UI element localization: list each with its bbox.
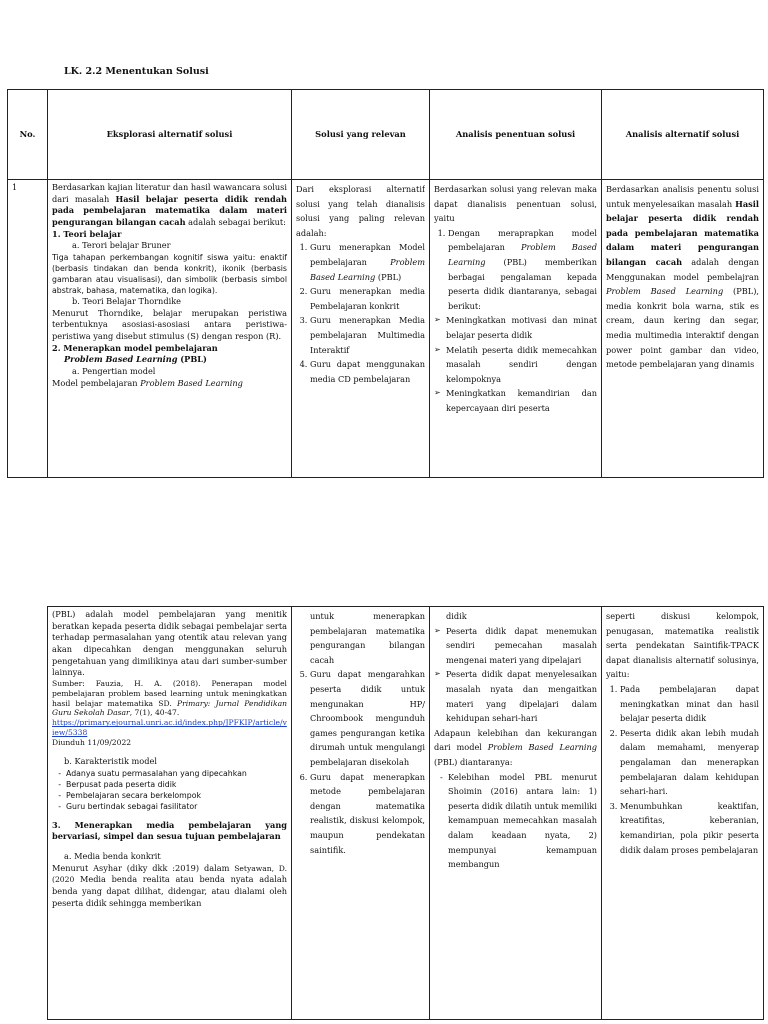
list-item: 4. Guru dapat menggunakan media CD pembelajaran [310,357,425,386]
header-analisis-alternatif: Analisis alternatif solusi [602,90,764,180]
cell-solusi-top [292,180,430,478]
cell-eksplorasi-bottom [48,607,292,1020]
list-item: 1. Pada pembelajaran dapat meningkatkan minat dan hasil belajar peserta didik [620,682,759,726]
col1-intro: Berdasarkan kajian literatur dan hasil wawancara solusi dari masalah Hasil belajar peserta didik rendah pada pembelajaran matematika dalam materi pengurangan bilangan cacah adalah sebagai berikut: [52,182,287,227]
col1-heading-media: 3. Menerapkan media pembelajaran yang bervariasi, simpel dan sesua tujuan pembelajaran [52,819,287,842]
col3-list [434,226,597,314]
list-item: - Adanya suatu permasalahan yang dipecahkan [66,768,287,779]
col1-heading-pbl: 2. Menerapkan model pembelajaran Problem Based Learning (PBL) [52,342,218,365]
header-eksplorasi: Eksplorasi alternatif solusi [48,90,292,180]
list-item: ➢ Peserta didik dapat menemukan sendiri pemecahan masalah mengenai materi yang dipelajari [434,624,597,668]
col1-sub-thorndike: b. Teori Belajar Thorndike [72,296,181,307]
page-title: LK. 2.2 Menentukan Solusi [64,66,209,77]
table-row [48,607,764,1020]
col4-continued: seperti diskusi kelompok, penugasan, matematika realistik serta pendekatan Saintifik-TPACK dapat dianalisis alternatif solusinya, yaitu: [606,611,759,680]
col1-bruner-text: Tiga tahapan perkembangan kognitif siswa yaitu: enaktif (berbasis tindakan dan benda konkrit), ikonik (berbasis gambaran atau visualisasi), dan simbolik (berbasis simbol abstrak, bahasa, matematika, dan logika). [52,252,287,296]
row-number [8,180,48,478]
col2-intro: Dari eksplorasi alternatif solusi yang telah dianalisis solusi yang paling relevan adalah: [296,184,425,238]
col2-list-continued [296,667,425,857]
list-item: 2. Peserta didik akan lebih mudah dalam memahami, menyerap pengalaman dan menerapkan pembelajaran dalam kehidupan sehari-hari. [620,726,759,799]
col1-thorndike-text: Menurut Thorndike, belajar merupakan peristiwa terbentuknya asosiasi-asosiasi antara peristiwa-peristiwa yang disebut stimulus (S) dengan respon (R). [52,307,287,342]
list-item: 6. Guru dapat menerapkan metode pembelajaran dengan matematika realistik, diskusi kelompok, maupun pendekatan saintifik. [310,770,425,858]
col1-karakteristik-list [52,768,287,812]
solution-table-part-2 [47,606,764,1020]
col4-list [606,682,759,857]
list-item: - Kelebihan model PBL menurut Shoimin (2016) antara lain: 1) peserta didik dilatih untuk memiliki kemampuan memecahkan masalah dalam keadaan nyata, 2) mempunyai kemampuan membangun [448,770,597,872]
col3-bullets [434,313,597,415]
list-item: ➢ Meningkatkan kemandirian dan kepercayaan diri peserta [434,386,597,415]
col3-bullets-continued [434,624,597,726]
cell-analisis-alternatif-top [602,180,764,478]
col1-heading-teori: 1. Teori belajar [52,228,122,239]
cell-analisis-penentuan-bottom [430,607,602,1020]
header-analisis-penentuan: Analisis penentuan solusi [430,90,602,180]
col1-sub-media-konkrit: a. Media benda konkrit [64,851,161,862]
col1-pbl-definition: (PBL) adalah model pembelajaran yang menitik beratkan kepada peserta didik sebagai pembelajar serta terhadap permasalahan yang otentik atau relevan yang akan dipecahkan dengan menggunakan seluruh pengetahuan yang dimilikinya atau dari sumber-sumber lainnya. [52,609,287,678]
col4-text: Berdasarkan analisis penentu solusi untuk menyelesaikan masalah Hasil belajar peserta didik rendah pada pembelajaran matematika dalam materi pengurangan bilangan cacah adalah dengan Menggunakan model pembelajran Problem Based Learning (PBL), media konkrit bola warna, stik es cream, daun kering dan segar, media multimedia interaktif dengan power point gambar dan video, metode pembelajaran yang dinamis [606,184,759,370]
cell-eksplorasi-top [48,180,292,478]
col1-sub-bruner: a. Terori belajar Bruner [72,240,171,251]
list-item: ➢ Peserta didik dapat menyelesaikan masalah nyata dan mengaitkan materi yang dipelajari dalam kehidupan sehari-hari [434,667,597,725]
table-header-row [8,90,764,180]
cell-analisis-penentuan-top [430,180,602,478]
col1-download-date: Diunduh 11/09/2022 [52,738,132,747]
col3-kelebihan-intro: Adapaun kelebihan dan kekurangan dari model Problem Based Learning (PBL) diantaranya: [434,727,597,767]
list-item: 1. Dengan meraprapkan model pembelajaran Problem Based Learning (PBL) memberikan berbagai pengalaman kepada peserta didik diantaranya, sebagai berikut: [448,226,597,314]
col1-source-link[interactable]: https://primary.ejournal.unri.ac.id/index.php/JPFKIP/article/view/5338 [52,718,287,738]
col2-list [296,240,425,386]
list-item: ➢ Melatih peserta didik memecahkan masalah sendiri dengan kelompoknya [434,343,597,387]
solution-table-part-1 [7,89,764,478]
cell-solusi-bottom [292,607,430,1020]
col1-sub-karakteristik: b. Karakteristik model [64,755,157,766]
list-item: ➢ Meningkatkan motivasi dan minat belajar peserta didik [434,313,597,342]
list-item: - Guru bertindak sebagai fasilitator [66,801,287,812]
col3-intro: Berdasarkan solusi yang relevan maka dapat dianalisis penentuan solusi, yaitu [434,184,597,224]
list-item: 3. Menumbuhkan keaktifan, kreatifitas, keberanian, kemandirian, pola pikir peserta didik dalam proses pembelajaran [620,799,759,857]
col1-model-text: Model pembelajaran Problem Based Learning [52,377,243,388]
col2-continued: untuk menerapkan pembelajaran matematika pengurangan bilangan cacah [310,611,425,665]
col1-media-text: Menurut Asyhar (diky dkk :2019) dalam Setyawan, D. (2020 Media benda realita atau benda nyata adalah benda yang dapat dilihat, didengar, atau dialami oleh peserta didik sehingga memberikan [52,862,287,908]
list-item: 1. Guru menerapkan Model pembelajaran Problem Based Learning (PBL) [310,240,425,284]
col1-sub-pengertian: a. Pengertian model [72,365,156,376]
list-item: - Pembelajaran secara berkelompok [66,790,287,801]
cell-analisis-alternatif-bottom [602,607,764,1020]
list-item: 5. Guru dapat mengarahkan peserta didik untuk mengunakan HP/ Chroombook mengunduh games pengurangan ketika dirumah untuk mengulangi pembelajaran disekolah [310,667,425,769]
table-row [8,180,764,478]
header-no: No. [8,90,48,180]
header-solusi-relevan: Solusi yang relevan [292,90,430,180]
row-number-text: 1 [12,182,18,192]
col3-continued: didik [446,611,467,621]
list-item: 2. Guru menerapkan media Pembelajaran konkrit [310,284,425,313]
col1-source: Sumber: Fauzia, H. A. (2018). Penerapan model pembelajaran problem based learning untuk meningkatkan hasil belajar matematika SD. Primary: Jurnal Pendidikan Guru Sekolah Dasar, 7(1), 40-47. [52,678,287,718]
list-item: 3. Guru menerapkan Media pembelajaran Multimedia Interaktif [310,313,425,357]
list-item: - Berpusat pada peserta didik [66,779,287,790]
col3-kelebihan-list [434,770,597,872]
